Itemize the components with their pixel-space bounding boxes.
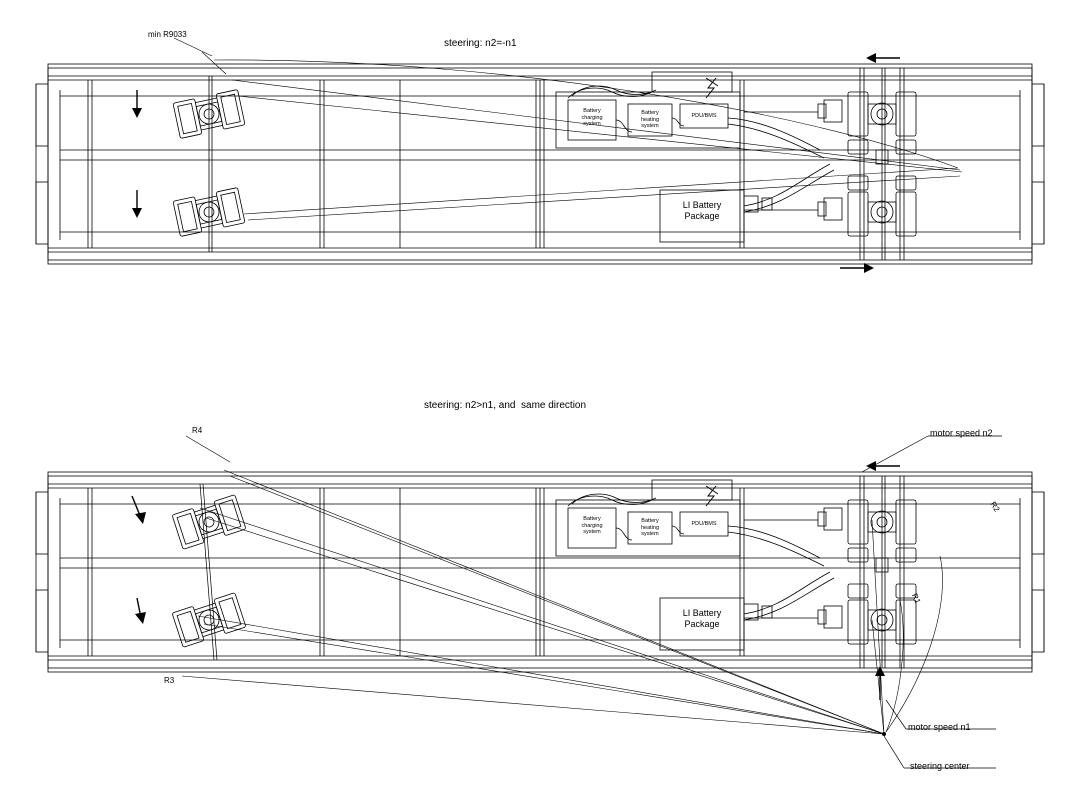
top-battery-heating-system-label: Battery heating system	[640, 110, 660, 129]
top-view-chassis	[36, 64, 1044, 264]
top-pdu-bms-label: PDU/BMS	[691, 113, 717, 119]
bottom-view-radius-lines	[182, 436, 943, 736]
bottom-li-battery-package-label: LI Battery Package	[682, 608, 722, 629]
r3-label: R3	[164, 676, 175, 685]
motor-speed-n2-callout: motor speed n2	[930, 428, 993, 438]
top-view-arrows	[132, 53, 900, 273]
bottom-view-caption: steering: n2>n1, and same direction	[424, 400, 587, 411]
motor-speed-n1-callout: motor speed n1	[908, 722, 971, 732]
min-radius-label: min R9033	[148, 30, 187, 39]
top-battery-charging-system-label: Battery charging system	[581, 108, 603, 127]
bottom-pdu-bms-label: PDU/BMS	[691, 521, 717, 527]
top-view-front-left-bogie	[173, 76, 245, 252]
bottom-battery-charging-system-label: Battery charging system	[581, 516, 603, 535]
steering-center-callout: steering center	[910, 761, 970, 771]
r1-label: R1	[909, 592, 923, 606]
r4-label: R4	[192, 426, 203, 435]
r2-label: R2	[988, 500, 1002, 514]
top-view-caption: steering: n2=-n1	[444, 38, 517, 49]
top-li-battery-package-label: LI Battery Package	[682, 200, 722, 221]
bottom-view-arrows	[132, 461, 900, 700]
bottom-battery-heating-system-label: Battery heating system	[640, 518, 660, 537]
